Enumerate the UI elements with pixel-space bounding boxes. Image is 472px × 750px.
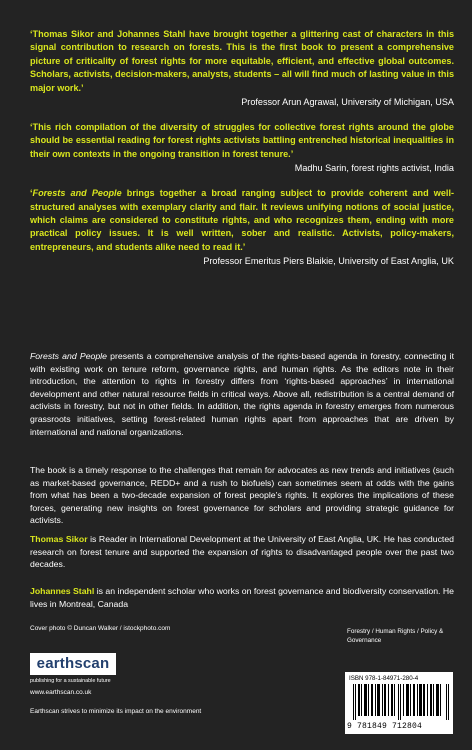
- description-text: presents a comprehensive analysis of the rights-based agenda in forestry, connecting it with existing work on tenure reform, governance rights, and human rights. As the editors note in their introduction, the attention to rights in forestry differs from ‘rights-based approaches’ in international development and other natural resource fields in critical ways. Above all, redistribution is a central demand of activists in forestry, but not in other fields. In addition, the rights agenda in forestry emerges from numerous grassroots initiatives, setting forest-related human rights apart from approaches that are driven by international and national organizations.: [30, 351, 454, 437]
- book-title: Forests and People: [32, 188, 122, 199]
- environment-note: Earthscan strives to minimize its impact on the environment: [30, 708, 202, 715]
- endorsement-2: [30, 121, 454, 175]
- isbn-number: ISBN 978-1-84971-280-4: [349, 675, 419, 682]
- endorsement-attribution: Professor Emeritus Piers Blaikie, University of East Anglia, UK: [203, 256, 454, 267]
- author-name: Johannes Stahl: [30, 586, 95, 596]
- book-title: Forests and People: [30, 351, 107, 361]
- description-paragraph-2: The book is a timely response to the challenges that remain for advocates as new trends and initiatives (such as market-based governance, REDD+ and a rush to biofuels) can sometimes seem at odds with the gains from what has been a two-decade expansion of forest people’s rights. It explores the implications of these forces, generating new insights on forest governance for scholars and providing strategic guidance for activists.: [30, 465, 454, 526]
- endorsement-quote: ‘This rich compilation of the diversity of struggles for collective forest rights around the globe should be essential reading for forest rights activists battling entrenched historical inequalities in their own contexts in the ongoing transition in forest tenure.’: [30, 122, 454, 159]
- author-name: Thomas Sikor: [30, 534, 88, 544]
- endorsement-attribution: Madhu Sarin, forest rights activist, India: [294, 163, 454, 174]
- quote-open-mark: ‘: [30, 188, 33, 199]
- endorsement-quote: [30, 187, 454, 254]
- subject-categories: Forestry / Human Rights / Policy & Governance: [347, 628, 444, 644]
- logo-tagline: publishing for a sustainable future: [30, 678, 111, 684]
- author-bio-1: [30, 533, 454, 571]
- author-bio-text: is an independent scholar who works on forest governance and biodiversity conservation. He lives in Montreal, Canada: [30, 586, 454, 609]
- isbn-barcode: [345, 672, 453, 734]
- author-bio-text: is Reader in International Development at the University of East Anglia, UK. He has conducted research on forest tenure and supported the expansion of rights to disadvantaged people over the past two decades.: [30, 534, 454, 570]
- endorsement-1: [30, 28, 454, 109]
- cover-photo-credit: Cover photo © Duncan Walker / istockphoto.com: [30, 625, 171, 632]
- publisher-logo: [30, 653, 116, 691]
- logo-wordmark: earthscan: [30, 653, 116, 675]
- barcode-bars: [353, 684, 449, 720]
- endorsement-quote: ‘Thomas Sikor and Johannes Stahl have brought together a glittering cast of characters in this signal contribution to research on forests. This is the first book to present a comprehensive picture of criticality of forest rights for more equitable, efficient, and effective global outcomes. Scholars, activists, decision-makers, analysts, students – all will find much of lasting value in this major work.’: [30, 29, 454, 93]
- publisher-website: www.earthscan.co.uk: [30, 689, 92, 696]
- endorsement-attribution: Professor Arun Agrawal, University of Michigan, USA: [241, 97, 454, 108]
- barcode-digits: 9 781849 712804: [347, 722, 423, 731]
- endorsement-3: [30, 187, 454, 268]
- endorsements: [30, 28, 454, 280]
- description-paragraph-1: [30, 350, 454, 438]
- author-bio-2: [30, 585, 454, 610]
- quote-body: brings together a broad ranging subject to provide coherent and well-structured analyses with exemplary clarity and flair. It reviews unifying notions of social justice, which claims are considered to constitute rights, and who recognizes them, ending with more practical policy issues. It is well written, sober and realistic. Activists, policy-makers, entrepreneurs, and students alike need to read it.’: [30, 188, 454, 252]
